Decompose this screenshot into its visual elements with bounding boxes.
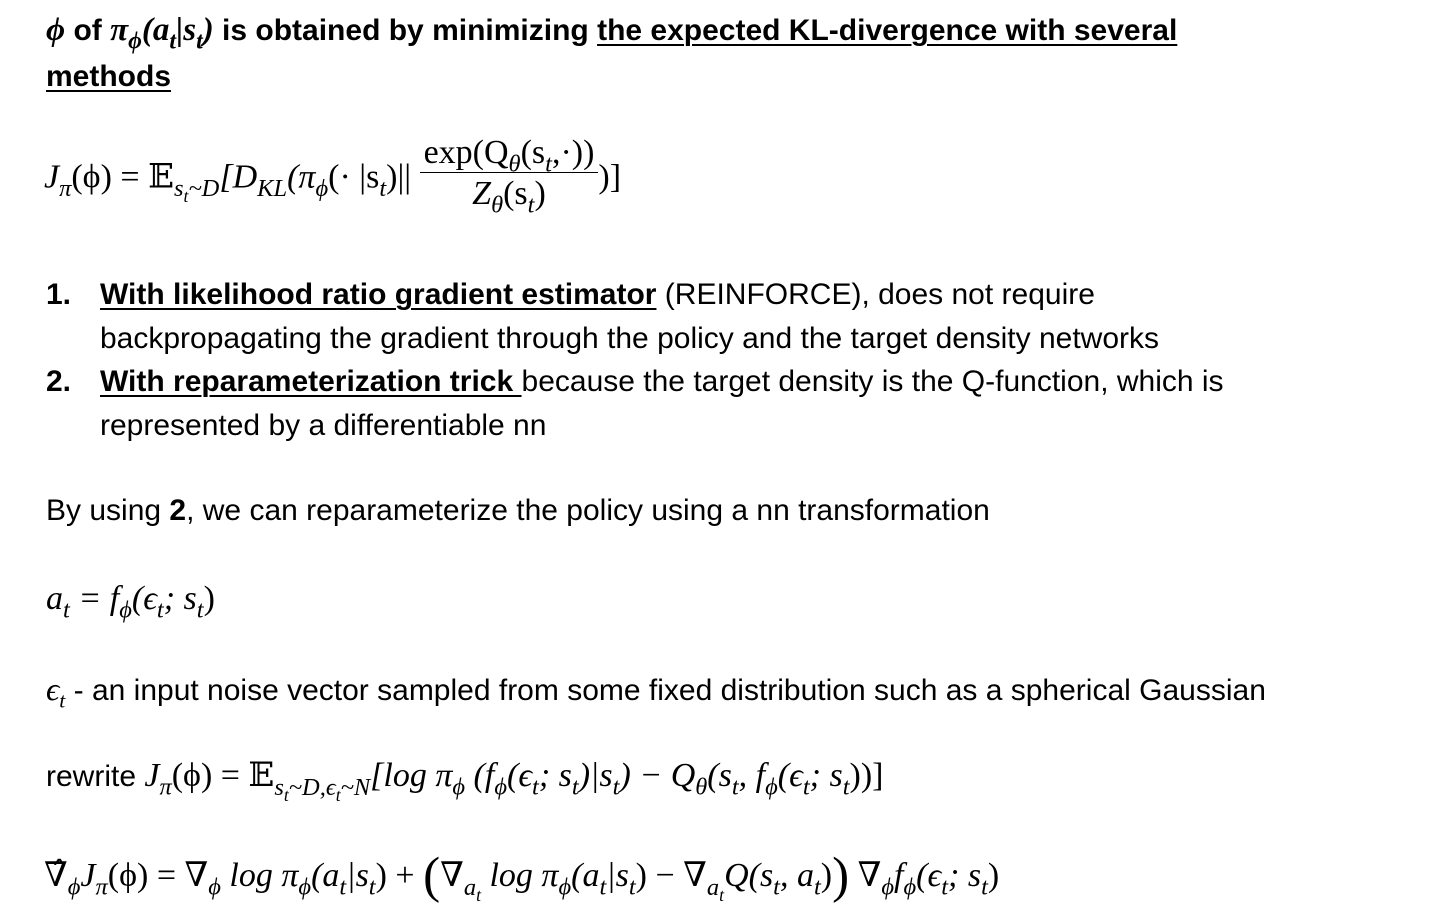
rw-p2: (ϵ: [507, 757, 533, 794]
eq2-close: ): [203, 580, 215, 617]
gr-g11-sub: t: [773, 873, 780, 901]
rw-f2-sub: ϕ: [765, 773, 778, 801]
rw-p3-sub: t: [571, 773, 579, 801]
gr-g2-sub: ϕ: [298, 873, 312, 901]
gr-g17: ; s: [948, 857, 982, 894]
eq1-num-close: ,·)): [551, 134, 595, 171]
eq1-inner: (π: [287, 158, 316, 196]
rw-p8-sub: t: [802, 773, 810, 801]
gr-g7: log π: [480, 857, 559, 894]
eq1-den-sub: θ: [491, 191, 504, 219]
rw-E-sub-t: t: [283, 784, 289, 805]
eq1-den: Z: [472, 175, 492, 212]
rw-pi-sub: ϕ: [452, 773, 466, 801]
rw-p4-sub: t: [612, 773, 620, 801]
title-line-2: [46, 60, 171, 94]
pi-char: π: [110, 12, 129, 48]
title-args-sub: t: [169, 28, 176, 55]
eq1-tail: )]: [598, 158, 622, 196]
list-item-1-rest: (REINFORCE), does not require: [656, 278, 1095, 311]
rw-E-sub: s: [274, 773, 284, 801]
eq1-fraction: [420, 134, 599, 219]
rewrite-equation: [46, 755, 884, 805]
rw-p5: ) − Q: [619, 757, 696, 794]
gr-g14: ∇: [849, 857, 882, 894]
list-item-2-line-1: [100, 365, 1224, 399]
rw-E-sub-mid: ~D,ϵ: [288, 773, 336, 801]
title-args: (a: [141, 12, 170, 48]
phi-symbol: ϕ: [46, 12, 66, 48]
gr-g17-sub: t: [981, 873, 988, 901]
rw-J-sub: π: [159, 773, 172, 801]
gr-g10-sub: a: [706, 873, 720, 901]
list-item-2-rest: because the target density is the Q-function, which is: [521, 365, 1224, 398]
noise-text: - an input noise vector sampled from some fixed distribution such as a spherical Gaussian: [65, 674, 1266, 707]
gr-g3: (a: [311, 857, 340, 894]
title-underlined-2: methods: [46, 60, 172, 93]
rw-end: ))]: [849, 757, 884, 794]
gr-g10-subsub: t: [719, 884, 725, 905]
noise-epsilon-sub: t: [59, 688, 66, 713]
eq2-a: a: [46, 580, 63, 617]
gr-rparen: ): [832, 848, 850, 905]
by-using-paragraph: [46, 494, 990, 528]
rw-Q-sub: θ: [695, 773, 708, 801]
title-mid: is obtained by minimizing: [213, 14, 598, 47]
rw-p4: )|s: [578, 757, 613, 794]
rw-J: J: [144, 757, 160, 794]
gr-g11: Q(s: [724, 857, 774, 894]
gr-g16: (ϵ: [916, 857, 942, 894]
eq1-E-sub3: ~D: [188, 174, 220, 202]
rw-p8: (ϵ: [777, 757, 803, 794]
eq2-f-sub: ϕ: [119, 596, 132, 624]
list-item-1-number: 1.: [46, 278, 72, 311]
rw-open: [log π: [370, 757, 453, 794]
eq1-inner-sub2: t: [379, 174, 387, 202]
list-item-2-number: 2.: [46, 365, 72, 398]
gr-g1-sub: ϕ: [208, 873, 221, 901]
gr-g12: , a: [779, 857, 814, 894]
by-using-bold: 2: [169, 494, 187, 527]
eq2-semi-sub: t: [196, 596, 204, 624]
gr-g15: f: [894, 857, 904, 894]
list-item-1-line-1: [100, 278, 1095, 312]
rw-J-rest: (ϕ) = 𝔼: [171, 757, 275, 794]
eq2-args: (ϵ: [131, 580, 157, 617]
eq1-inner-rest: (· |s: [328, 158, 380, 196]
rw-p1: (f: [465, 757, 495, 794]
rw-E-sub-t2: t: [335, 784, 341, 805]
eq1-inner-close: )||: [386, 158, 412, 196]
eq1-num-sub: θ: [508, 150, 521, 178]
eq1-den-sub2: t: [527, 191, 535, 219]
gr-g14-sub: ϕ: [881, 873, 895, 901]
rw-p3: ; s: [538, 757, 572, 794]
eq1-den-close: ): [534, 175, 546, 212]
rw-f-sub: ϕ: [494, 773, 507, 801]
gr-J-sub: π: [95, 873, 108, 901]
title-underlined-1: the expected KL-divergence with several: [597, 14, 1178, 47]
gr-g6: ∇: [440, 857, 464, 894]
gr-g3-sub: t: [339, 873, 347, 901]
gr-lparen: (: [423, 848, 441, 905]
gr-nabla-hat: ∇̂: [44, 857, 68, 894]
eq1-denominator: [420, 172, 599, 219]
eq1-num: exp(Q: [423, 134, 509, 171]
title-of: of: [65, 14, 111, 47]
rw-p6: (s: [707, 757, 732, 794]
eq1-lhs-rest: (ϕ) = 𝔼: [71, 158, 174, 196]
eq1-num-sub2: t: [545, 150, 552, 178]
pi-sub: ϕ: [128, 28, 142, 55]
eq1-num-rest: (s: [520, 134, 546, 171]
eq1-inner-sub: ϕ: [315, 174, 329, 202]
gr-g6-subsub: t: [476, 884, 481, 905]
eq1-J-sub: π: [59, 174, 72, 202]
reparam-equation: [46, 580, 215, 624]
kl-objective-equation: [44, 134, 622, 219]
rewrite-word: rewrite: [46, 760, 145, 793]
page-title: [46, 12, 1178, 55]
gr-g4: |s: [346, 857, 369, 894]
list-item-1-line-2: backpropagating the gradient through the policy and the target density networks: [100, 322, 1160, 355]
by-using-post: , we can reparameterize the policy using a nn transformation: [186, 494, 990, 527]
eq1-D-sub: KL: [257, 174, 288, 202]
gr-g12-sub: t: [813, 873, 821, 901]
gr-g18: ): [987, 857, 1000, 894]
gr-g8-sub: t: [599, 873, 607, 901]
eq2-args-sub: t: [156, 596, 164, 624]
rw-E-sub-end: ~N: [340, 773, 371, 801]
list-item-2-line-2: represented by a differentiable nn: [100, 409, 547, 442]
noise-epsilon: ϵ: [46, 672, 60, 708]
gradient-equation: [44, 848, 1000, 905]
list-item-2: [46, 365, 1426, 455]
gr-g9: |s: [606, 857, 629, 894]
gr-g5: ) +: [375, 857, 424, 894]
eq1-J: J: [44, 158, 60, 196]
eq2-semi: ; s: [163, 580, 197, 617]
title-close: ): [202, 12, 214, 48]
gr-nh-sub: ϕ: [67, 873, 81, 901]
eq1-den-rest: (s: [503, 175, 528, 212]
gr-g8: (a: [571, 857, 600, 894]
gr-J: J: [80, 857, 96, 894]
gr-g7-sub: ϕ: [558, 873, 572, 901]
gr-g1: (ϕ) = ∇: [107, 857, 209, 894]
eq1-numerator: [420, 134, 599, 178]
gr-g4-sub: t: [368, 873, 376, 901]
rw-p7: , f: [738, 757, 766, 794]
list-item-1: [46, 278, 1426, 368]
eq2-a-sub: t: [63, 596, 70, 624]
gr-g2: log π: [220, 857, 299, 894]
gr-g6-sub: a: [463, 873, 477, 901]
gr-g9-sub: t: [628, 873, 636, 901]
gr-g10: ) − ∇: [635, 857, 707, 894]
eq1-E-sub: s: [174, 174, 184, 202]
title-bar: |s: [175, 12, 197, 48]
eq1-bracket-open: [D: [219, 158, 258, 196]
rw-p9-sub: t: [842, 773, 850, 801]
list-item-2-bold: With reparameterization trick: [100, 365, 522, 398]
gr-g13: ): [820, 857, 833, 894]
eq2-eq: = f: [69, 580, 120, 617]
pi-symbol: [110, 12, 214, 55]
rw-p2-sub: t: [532, 773, 539, 801]
list-item-1-bold: With likelihood ratio gradient estimator: [100, 278, 657, 311]
gr-g16-sub: t: [941, 873, 948, 901]
noise-description: [46, 672, 1266, 713]
rw-p6-sub: t: [731, 773, 739, 801]
title-bar-sub: t: [196, 28, 203, 55]
rw-p9: ; s: [809, 757, 843, 794]
by-using-pre: By using: [46, 494, 170, 527]
eq1-E-sub2: t: [183, 186, 189, 207]
gr-g15-sub: ϕ: [903, 873, 917, 901]
